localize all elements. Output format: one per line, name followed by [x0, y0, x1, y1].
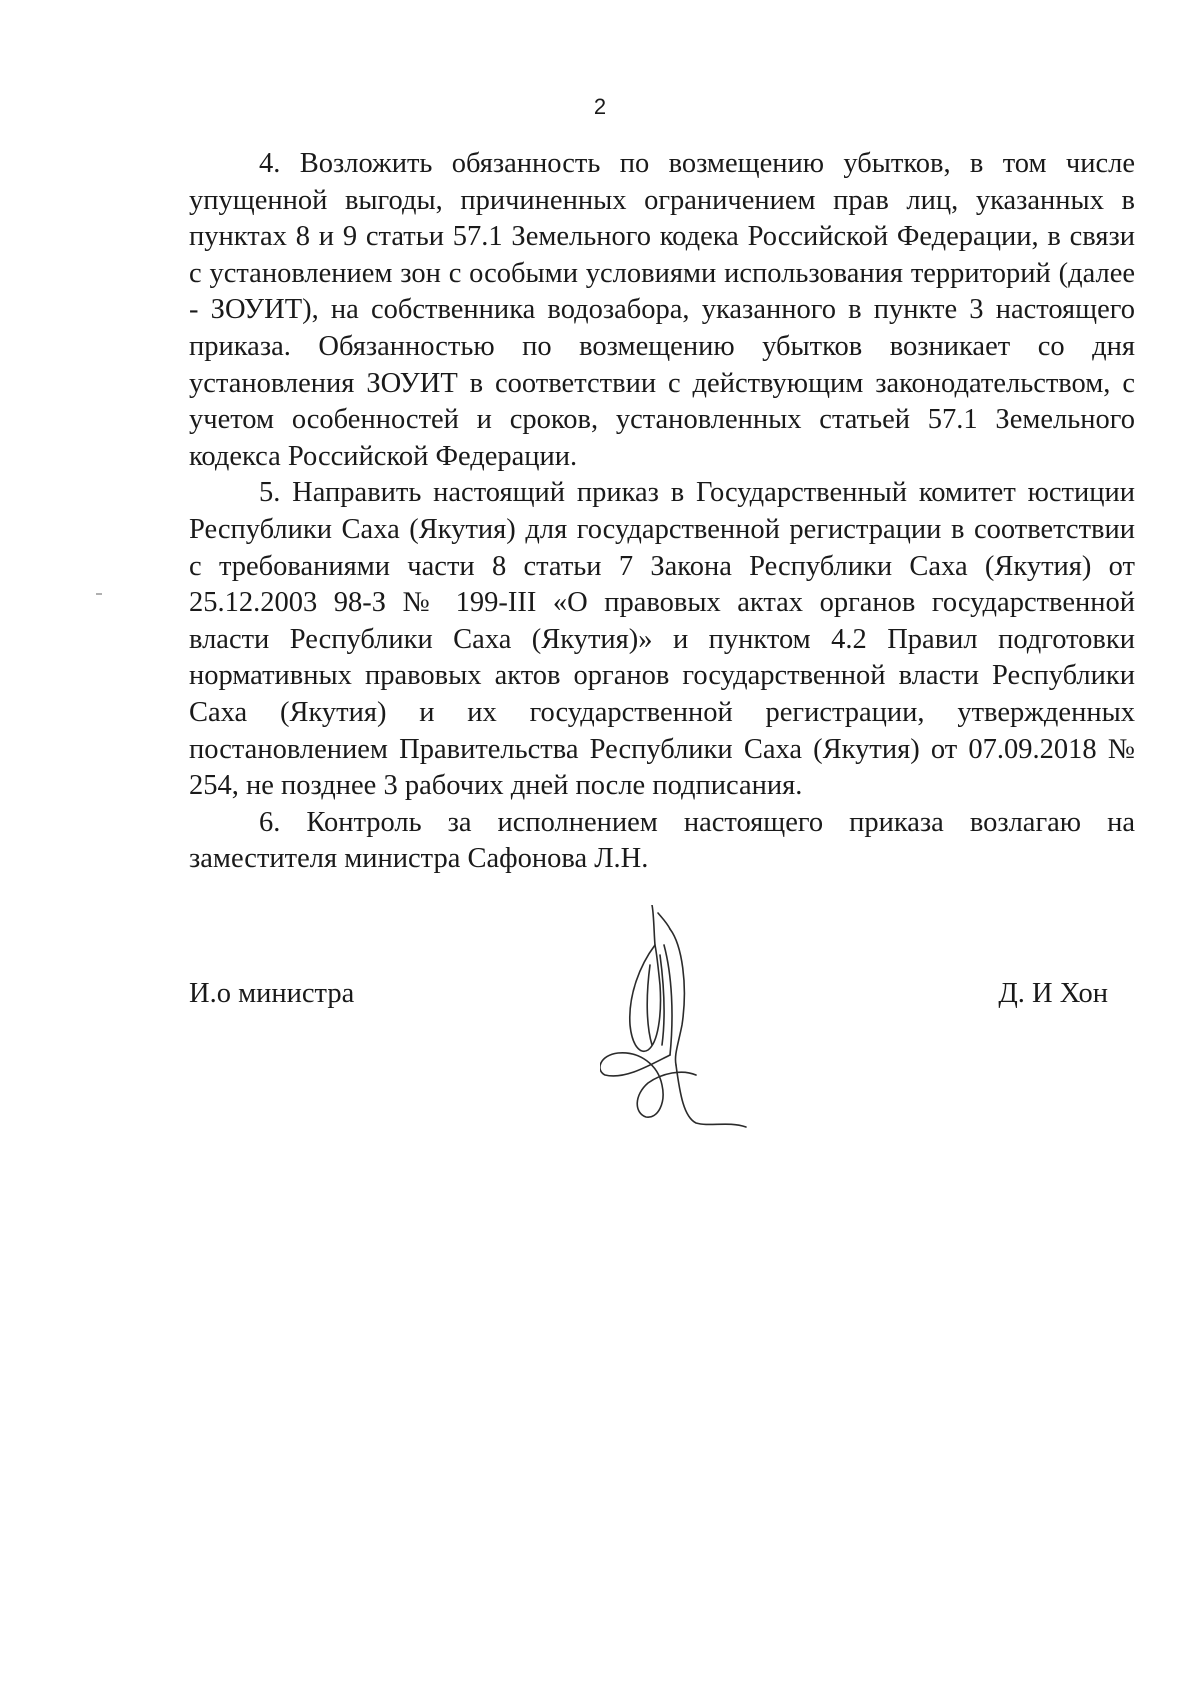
signer-position-title: И.о министра: [189, 978, 355, 1009]
signer-name: Д. И Хон: [998, 978, 1108, 1009]
document-body: [189, 146, 1135, 878]
paragraph-item-6: 6. Контроль за исполнением настоящего приказа возлагаю на заместителя министра Сафонова Л.Н.: [189, 806, 1135, 875]
paragraph-item-5: 5. Направить настоящий приказ в Государственный комитет юстиции Республики Саха (Якутия) для государственной регистрации в соответствии с требованиями части 8 статьи 7 Закона Республики Саха (Якутия) от 25.12.2003 98-З № 199-III «О правовых актах органов государственной власти Республики Саха (Якутия)» и пунктом 4.2 Правил подготовки нормативных правовых актов органов государственной власти Республики Саха (Якутия) и их государственной регистрации, утвержденных постановлением Правительства Республики Саха (Якутия) от 07.09.2018 № 254, не позднее 3 рабочих дней после подписания.: [189, 477, 1135, 802]
paragraph-item-4: 4. Возложить обязанность по возмещению убытков, в том числе упущенной выгоды, причиненных ограничением прав лиц, указанных в пунктах 8 и 9 статьи 57.1 Земельного кодека Российской Федерации, в связи с установлением зон с особыми условиями использования территорий (далее - ЗОУИТ), на собственника водозабора, указанного в пункте 3 настоящего приказа. Обязанностью по возмещению убытков возникает со дня установления ЗОУИТ в соответствии с действующим законодательством, с учетом особенностей и сроков, установленных статьей 57.1 Земельного кодекса Российской Федерации.: [189, 148, 1135, 472]
page-number: 2: [593, 94, 607, 119]
handwritten-signature: [600, 905, 840, 1145]
scan-speck: [96, 593, 102, 595]
